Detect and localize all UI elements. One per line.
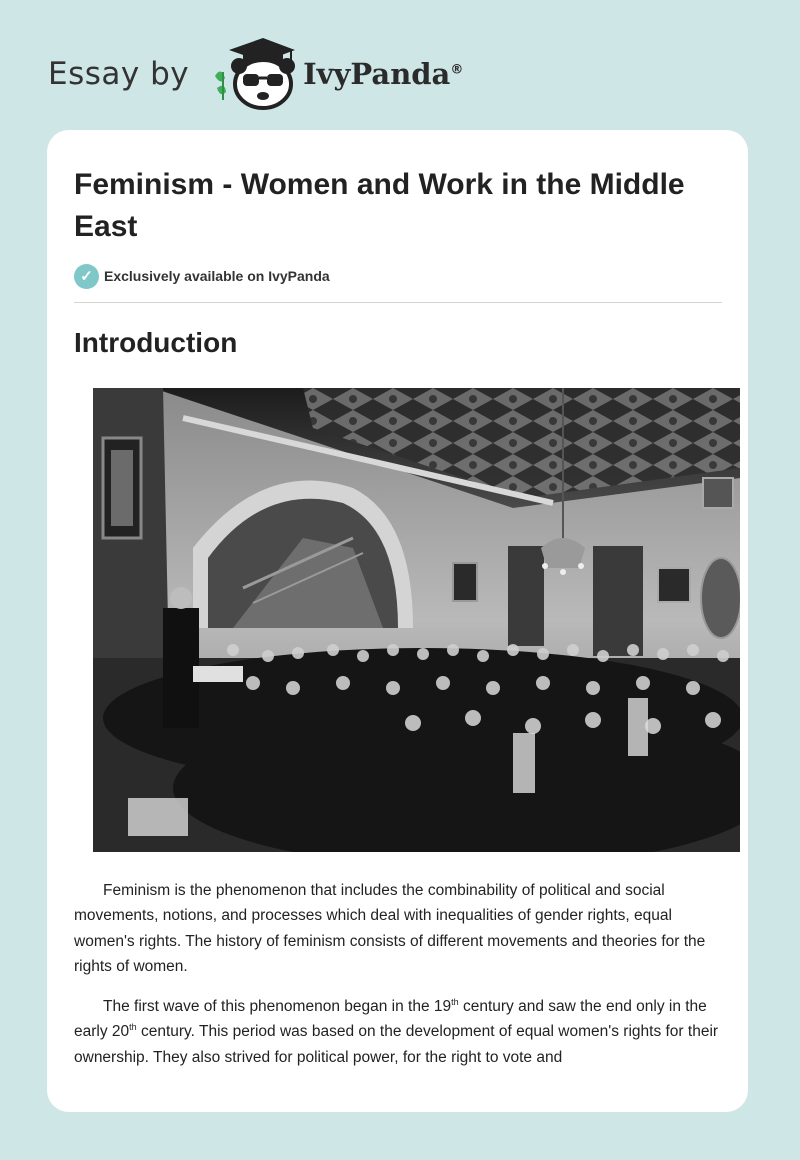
paragraph-1: Feminism is the phenomenon that includes the combinability of political and social movements, notions, and processes which deal with inequalities of gender rights, equal women's rights. The history of feminism consists of different movements and theories for the rights of women.	[74, 882, 706, 975]
brand-prefix: Essay by	[48, 56, 190, 92]
exclusive-badge	[74, 263, 330, 289]
check-circle-icon: ✓	[74, 264, 99, 289]
brand-name: IvyPanda®	[303, 57, 464, 91]
article-title: Feminism - Women and Work in the Middle East	[74, 168, 685, 243]
badge-text: Exclusively available on IvyPanda	[104, 268, 330, 284]
superscript-th: th	[451, 997, 459, 1007]
section-heading: Introduction	[74, 327, 238, 358]
brand-header[interactable]	[48, 36, 463, 112]
paragraph-2: The first wave of this phenomenon began in the 19th century and saw the end only in the early 20th century. This period was based on the development of equal women's rights for their ownership. They also strived for political power, for the right to vote and	[74, 997, 719, 1066]
historical-photo	[93, 388, 740, 852]
registered-mark: ®	[450, 62, 464, 78]
article-card	[47, 130, 748, 1112]
superscript-th: th	[129, 1022, 137, 1033]
panda-graduate-logo-icon	[207, 36, 297, 112]
divider	[74, 302, 722, 303]
